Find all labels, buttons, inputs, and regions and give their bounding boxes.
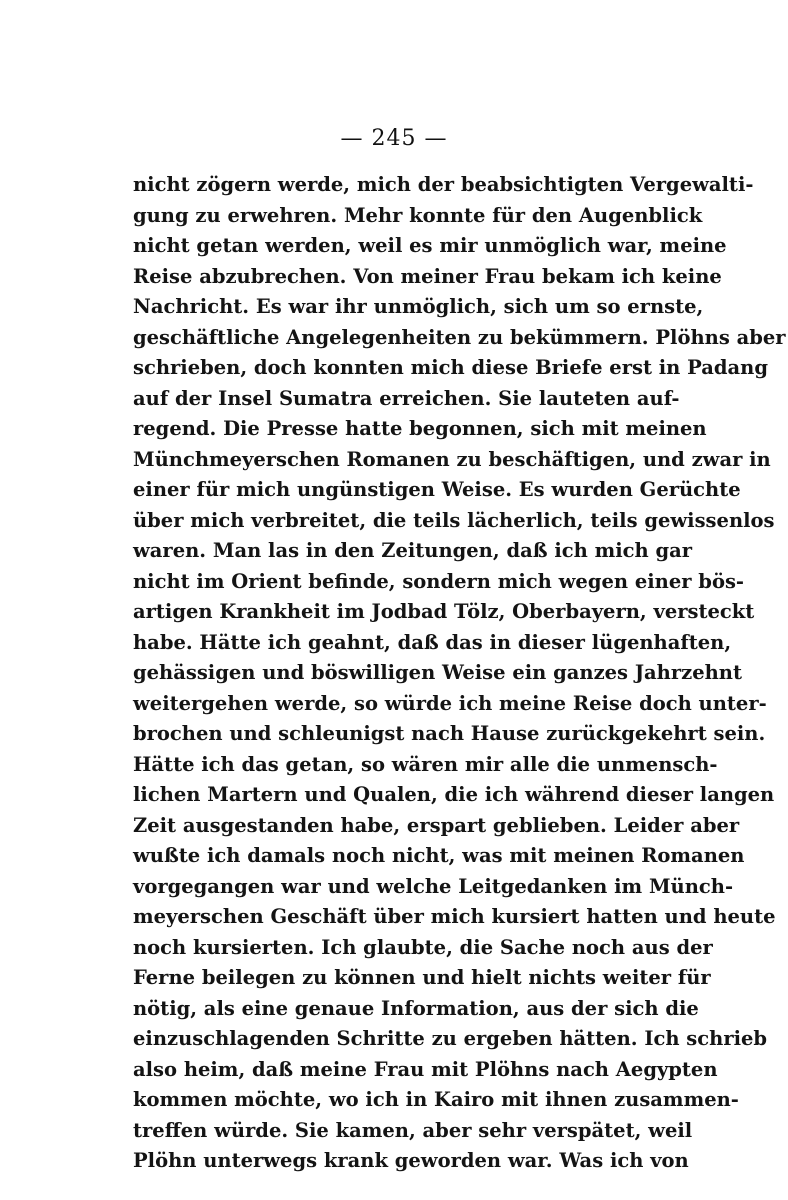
text-line: habe. Hätte ich geahnt, daß das in dieser lügenhaften, [133, 630, 732, 654]
text-line: schrieben, doch konnten mich diese Briefe erst in Padang [133, 356, 768, 379]
text-line: waren. Man las in den Zeitungen, daß ich mich gar [133, 539, 692, 562]
text-line: Plöhn unterwegs krank geworden war. Was ich von [133, 1149, 689, 1172]
text-line: nötig, als eine genaue Information, aus der sich die [133, 996, 699, 1020]
text-line: meyerschen Geschäft über mich kursiert hatten und heute [133, 905, 776, 928]
text-line: Hätte ich das getan, so wären mir alle die unmensch- [133, 752, 718, 776]
text-line: weitergehen werde, so würde ich meine Reise doch unter- [133, 691, 767, 715]
text-line: gung zu erwehren. Mehr konnte für den Augenblick [133, 203, 703, 227]
text-line: über mich verbreitet, die teils lächerlich, teils gewissenlos [133, 508, 775, 532]
text-line: auf der Insel Sumatra erreichen. Sie lauteten auf- [133, 386, 680, 410]
text-line: treffen würde. Sie kamen, aber sehr verspätet, weil [133, 1118, 693, 1142]
body-text [133, 170, 786, 1177]
text-line: nicht getan werden, weil es mir unmöglich war, meine [133, 234, 727, 257]
text-line: vorgegangen war und welche Leitgedanken im Münch- [133, 874, 734, 898]
text-line: nicht zögern werde, mich der beabsichtigten Vergewalti- [133, 173, 754, 196]
text-line: Münchmeyerschen Romanen zu beschäftigen, und zwar in [133, 447, 771, 471]
text-line: artigen Krankheit im Jodbad Tölz, Oberbayern, versteckt [133, 600, 755, 623]
text-line: lichen Martern und Qualen, die ich während dieser langen [133, 783, 775, 806]
page-number: — 245 — [340, 126, 448, 151]
text-line: regend. Die Presse hatte begonnen, sich mit meinen [133, 417, 707, 440]
text-line: gehässigen und böswilligen Weise ein ganzes Jahrzehnt [133, 661, 742, 684]
text-line: geschäftliche Angelegenheiten zu bekümmern. Plöhns aber [133, 325, 786, 349]
text-line: noch kursierten. Ich glaubte, die Sache noch aus der [133, 935, 713, 959]
text-line: Ferne beilegen zu können und hielt nichts weiter für [133, 966, 711, 989]
text-line: also heim, daß meine Frau mit Plöhns nach Aegypten [133, 1057, 718, 1081]
text-line: Nachricht. Es war ihr unmöglich, sich um so ernste, [133, 295, 704, 318]
text-line: brochen und schleunigst nach Hause zurückgekehrt sein. [133, 722, 766, 745]
text-line: wußte ich damals noch nicht, was mit meinen Romanen [133, 844, 745, 867]
text-line: Reise abzubrechen. Von meiner Frau bekam ich keine [133, 264, 722, 288]
text-line: Zeit ausgestanden habe, erspart geblieben. Leider aber [133, 813, 740, 837]
text-line: nicht im Orient befinde, sondern mich wegen einer bös- [133, 569, 745, 593]
text-line: kommen möchte, wo ich in Kairo mit ihnen zusammen- [133, 1088, 739, 1111]
text-line: einer für mich ungünstigen Weise. Es wurden Gerüchte [133, 478, 741, 501]
text-line: einzuschlagenden Schritte zu ergeben hätten. Ich schrieb [133, 1027, 768, 1050]
